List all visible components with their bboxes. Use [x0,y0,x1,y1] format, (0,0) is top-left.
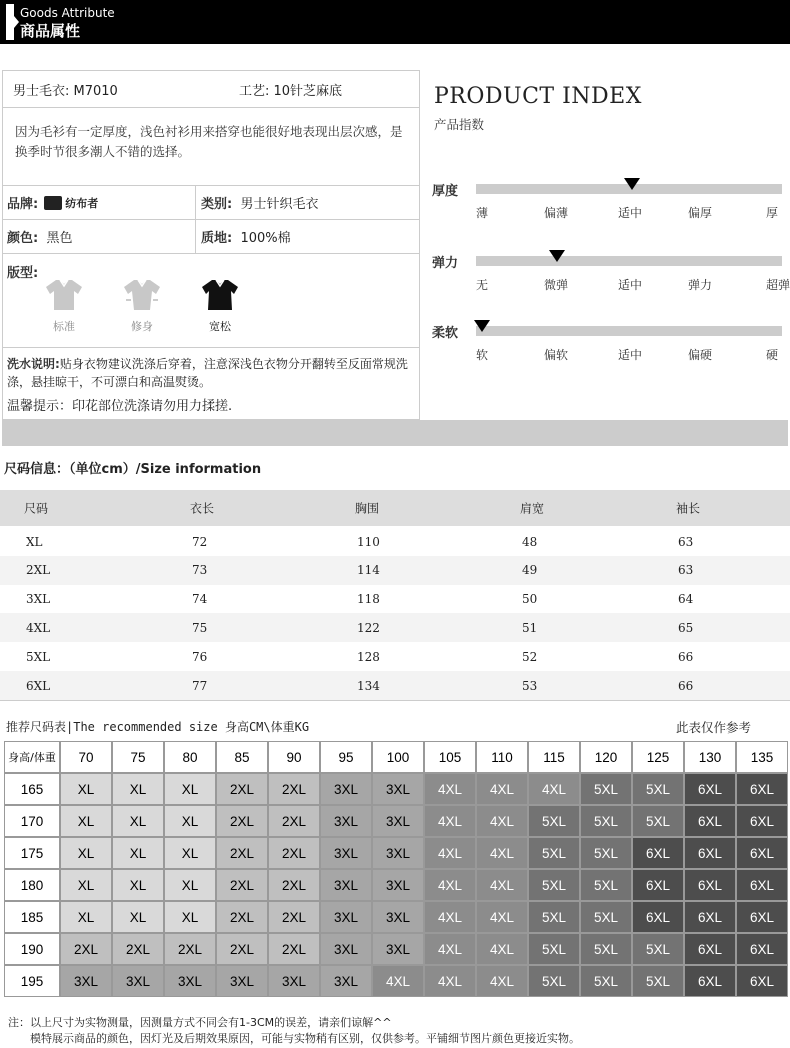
grid-size-cell: 3XL [372,773,424,805]
grid-size-cell: 3XL [320,933,372,965]
grid-size-cell: 3XL [372,869,424,901]
grid-size-cell: 6XL [736,869,788,901]
scale-bar [476,184,782,194]
grid-height-header: 190 [4,933,60,965]
grid-size-cell: 4XL [372,965,424,997]
grid-size-cell: 3XL [112,965,164,997]
grid-size-cell: 6XL [736,965,788,997]
grid-height-header: 195 [4,965,60,997]
size-cell: 53 [522,678,538,693]
grid-height-header: 170 [4,805,60,837]
fit-standard [43,278,85,334]
size-cell: 51 [522,620,538,635]
grid-size-cell: 2XL [60,933,112,965]
scale-bar [476,326,782,336]
grid-size-cell: 6XL [684,901,736,933]
grid-size-cell: 5XL [632,805,684,837]
grid-size-cell: 4XL [528,773,580,805]
grid-height-header: 165 [4,773,60,805]
grid-size-cell: 6XL [684,837,736,869]
scale-name: 柔软 [432,326,459,341]
grid-size-cell: 6XL [632,837,684,869]
grid-weight-header: 120 [580,741,632,773]
grid-size-cell: 4XL [476,837,528,869]
scale-2 [432,322,788,372]
grid-size-cell: 3XL [320,901,372,933]
color-label: 颜色: [7,231,39,246]
grid-size-cell: 2XL [268,933,320,965]
grid-size-cell: 2XL [216,901,268,933]
attr-row-description [3,108,419,186]
footer-notes [8,1015,580,1047]
grid-size-cell: 3XL [372,837,424,869]
size-cell: 64 [678,592,694,607]
size-cell: 76 [192,649,208,664]
brand-logo-icon [44,196,62,210]
size-cell: 52 [522,649,538,664]
grid-corner: 身高/体重 [4,741,60,773]
grid-size-cell: 2XL [216,869,268,901]
fit-slim-label: 修身 [131,320,153,333]
grid-size-cell: XL [164,837,216,869]
size-cell: 110 [357,534,380,549]
grid-size-cell: 5XL [528,869,580,901]
grid-size-cell: XL [164,901,216,933]
grid-size-cell: 4XL [424,901,476,933]
category-value: 男士针织毛衣 [240,197,319,212]
grid-size-cell: 3XL [60,965,112,997]
product-index-subtitle: 产品指数 [434,117,485,132]
grid-size-cell: 4XL [476,805,528,837]
grid-size-cell: 3XL [372,933,424,965]
grid-size-cell: 2XL [268,901,320,933]
size-cell: 74 [192,592,208,607]
brand-logo [44,195,98,211]
grid-size-cell: 3XL [320,869,372,901]
grid-weight-header: 70 [60,741,112,773]
grid-size-cell: 6XL [684,933,736,965]
size-cell: 49 [522,563,538,578]
size-table-row [0,527,790,556]
grid-size-cell: 3XL [372,805,424,837]
size-cell: 75 [192,620,208,635]
size-table-row [0,585,790,614]
wash-text: 贴身衣物建议洗涤后穿着，注意深浅色衣物分开翻转至反面常规洗涤，悬挂晾干，不可漂白和高温熨烫。 [7,357,408,389]
size-cell: 118 [357,592,380,607]
grid-size-cell: 3XL [164,965,216,997]
grid-size-cell: 5XL [580,805,632,837]
size-cell: 128 [357,649,380,664]
size-header-cell: 胸围 [355,501,380,516]
grid-size-cell: 2XL [268,773,320,805]
grid-size-cell: 4XL [424,805,476,837]
craft-label: 工艺: 10针芝麻底 [239,83,343,99]
size-header-cell: 衣长 [190,501,215,516]
grid-size-cell: 3XL [320,805,372,837]
grid-size-cell: 3XL [320,773,372,805]
grid-size-cell: 3XL [320,965,372,997]
fit-standard-label: 标准 [53,320,75,333]
grid-size-cell: 2XL [268,837,320,869]
grid-size-cell: 6XL [684,773,736,805]
scale-pointer-icon [474,320,490,332]
grid-size-cell: 5XL [580,933,632,965]
grid-size-cell: XL [60,773,112,805]
fit-options [43,278,241,334]
grid-size-cell: 5XL [632,773,684,805]
size-table-row [0,671,790,700]
recommend-title: 推荐尺码表|The recommended size 身高CM\体重KG [6,720,310,734]
grid-size-cell: XL [112,837,164,869]
grid-size-cell: 6XL [736,837,788,869]
scale-pointer-icon [549,250,565,262]
grid-size-cell: XL [60,837,112,869]
grid-size-cell: 5XL [528,837,580,869]
divider-line [0,700,790,701]
fit-label: 版型: [7,266,39,281]
grid-size-cell: 4XL [424,869,476,901]
size-cell: 50 [522,592,538,607]
grid-size-cell: 5XL [580,773,632,805]
grid-height-header: 185 [4,901,60,933]
grid-size-cell: XL [112,773,164,805]
grid-size-cell: 6XL [736,773,788,805]
grid-weight-header: 130 [684,741,736,773]
grid-size-cell: 4XL [424,837,476,869]
grid-size-cell: XL [60,869,112,901]
grid-size-cell: 4XL [476,933,528,965]
scale-tick: 偏薄 [544,206,569,220]
grid-size-cell: 2XL [216,933,268,965]
grid-size-cell: 2XL [216,805,268,837]
grid-size-cell: 5XL [528,933,580,965]
fit-loose-label: 宽松 [209,320,231,333]
grid-size-cell: XL [164,805,216,837]
product-index-title: PRODUCT INDEX [434,84,642,109]
grid-size-cell: 4XL [424,933,476,965]
grid-weight-header: 95 [320,741,372,773]
grid-size-cell: 4XL [476,901,528,933]
size-cell: 72 [192,534,208,549]
scale-1 [432,252,788,302]
size-table-row [0,642,790,671]
scale-tick: 硬 [766,348,779,362]
grid-size-cell: 5XL [580,869,632,901]
scale-name: 厚度 [432,184,459,199]
grid-size-cell: XL [60,901,112,933]
brand-name: 纺布者 [65,196,99,210]
size-header-cell: 肩宽 [520,501,545,516]
grid-size-cell: 6XL [632,869,684,901]
recommend-note: 此表仅作参考 [676,720,752,735]
wash-label: 洗水说明: [7,357,60,371]
attr-row-fit [3,254,419,348]
category-label: 类别: [201,197,233,212]
scale-tick: 适中 [618,278,643,292]
grid-size-cell: 3XL [372,901,424,933]
header-bar [0,0,790,44]
size-cell: 4XL [26,620,51,635]
size-cell: 66 [678,649,694,664]
scale-bar [476,256,782,266]
grid-size-cell: 2XL [164,933,216,965]
grid-weight-header: 80 [164,741,216,773]
wash-instructions [7,355,413,391]
grid-size-cell: 5XL [632,933,684,965]
grid-size-cell: XL [112,805,164,837]
size-cell: XL [26,534,43,549]
grid-size-cell: 4XL [476,869,528,901]
size-header-cell: 袖长 [676,501,701,516]
size-cell: 48 [522,534,538,549]
grid-size-cell: XL [60,805,112,837]
grid-weight-header: 135 [736,741,788,773]
grid-size-cell: 4XL [476,773,528,805]
grid-size-cell: XL [112,901,164,933]
grid-size-cell: 6XL [736,805,788,837]
grid-size-cell: 5XL [528,965,580,997]
grid-size-cell: 3XL [268,965,320,997]
footer-line-1: 注：以上尺寸为实物测量，因测量方式不同会有1-3CM的误差，请亲们谅解^^ [8,1016,392,1029]
size-info-title: 尺码信息：（单位cm）/Size information [4,462,262,477]
grid-weight-header: 115 [528,741,580,773]
size-table-row [0,613,790,642]
size-cell: 2XL [26,563,51,578]
size-cell: 65 [678,620,694,635]
item-label: 男士毛衣: M7010 [13,83,118,99]
scale-tick: 无 [476,278,489,292]
care-tip: 温馨提示：印花部位洗涤请勿用力揉搓. [7,399,233,414]
grid-weight-header: 110 [476,741,528,773]
size-cell: 122 [357,620,380,635]
grid-size-cell: XL [112,869,164,901]
grid-size-cell: 6XL [684,805,736,837]
fit-loose [199,278,241,334]
header-marker [6,4,14,40]
scale-tick: 偏厚 [688,206,713,220]
size-cell: 77 [192,678,208,693]
grid-height-header: 175 [4,837,60,869]
grid-size-cell: 2XL [268,869,320,901]
attr-row-color [3,220,419,254]
grid-weight-header: 90 [268,741,320,773]
grid-size-cell: 2XL [268,805,320,837]
divider-bar [2,420,788,446]
attribute-panel [2,70,420,420]
material-value: 100%棉 [240,231,291,246]
shirt-slim-icon [122,278,162,312]
grid-size-cell: 4XL [476,965,528,997]
size-table-header [0,490,790,526]
product-index-panel [420,70,788,420]
grid-size-cell: 3XL [320,837,372,869]
grid-weight-header: 85 [216,741,268,773]
scale-tick: 微弹 [544,278,569,292]
material-label: 质地: [201,231,233,246]
grid-size-cell: 2XL [112,933,164,965]
grid-size-cell: 4XL [424,773,476,805]
brand-label: 品牌: [7,197,39,212]
grid-size-cell: 6XL [684,965,736,997]
grid-size-cell: XL [164,773,216,805]
size-cell: 6XL [26,678,51,693]
attr-row-brand [3,186,419,220]
grid-size-cell: 5XL [580,901,632,933]
size-cell: 114 [357,563,380,578]
scale-tick: 偏硬 [688,348,713,362]
shirt-standard-icon [44,278,84,312]
scale-tick: 偏软 [544,348,569,362]
size-cell: 66 [678,678,694,693]
grid-weight-header: 105 [424,741,476,773]
size-cell: 73 [192,563,208,578]
scale-tick: 超弹 [766,278,790,292]
footer-line-2: 模特展示商品的颜色，因灯光及后期效果原因，可能与实物稍有区别，仅供参考。平铺细节图片颜色更接近实物。 [30,1032,580,1045]
grid-size-cell: 5XL [580,837,632,869]
scale-pointer-icon [624,178,640,190]
grid-weight-header: 125 [632,741,684,773]
size-cell: 63 [678,563,694,578]
size-cell: 3XL [26,592,51,607]
scale-tick: 软 [476,348,489,362]
scale-name: 弹力 [432,256,459,271]
scale-tick: 厚 [766,206,779,220]
size-cell: 134 [357,678,380,693]
header-title-cn: 商品属性 [20,22,81,40]
attr-row-item [3,71,419,108]
grid-size-cell: 5XL [528,901,580,933]
grid-size-cell: 6XL [684,869,736,901]
grid-height-header: 180 [4,869,60,901]
size-cell: 5XL [26,649,51,664]
grid-size-cell: XL [164,869,216,901]
grid-size-cell: 2XL [216,773,268,805]
scale-tick: 适中 [618,206,643,220]
size-cell: 63 [678,534,694,549]
grid-weight-header: 75 [112,741,164,773]
fit-slim [121,278,163,334]
grid-size-cell: 6XL [736,901,788,933]
scale-tick: 适中 [618,348,643,362]
grid-size-cell: 2XL [216,837,268,869]
grid-size-cell: 6XL [736,933,788,965]
grid-size-cell: 6XL [632,901,684,933]
shirt-loose-icon [200,278,240,312]
header-title-en: Goods Attribute [20,6,115,20]
grid-weight-header: 100 [372,741,424,773]
grid-size-cell: 5XL [528,805,580,837]
description-text: 因为毛衫有一定厚度，浅色衬衫用来搭穿也能很好地表现出层次感，是换季时节很多潮人不错的选择。 [15,124,403,159]
size-header-cell: 尺码 [24,501,49,516]
size-table-row [0,556,790,585]
grid-size-cell: 3XL [216,965,268,997]
scale-tick: 弹力 [688,278,713,292]
color-value: 黑色 [46,231,73,246]
scale-0 [432,180,788,230]
grid-size-cell: 4XL [424,965,476,997]
grid-size-cell: 5XL [632,965,684,997]
grid-size-cell: 5XL [580,965,632,997]
scale-tick: 薄 [476,206,489,220]
